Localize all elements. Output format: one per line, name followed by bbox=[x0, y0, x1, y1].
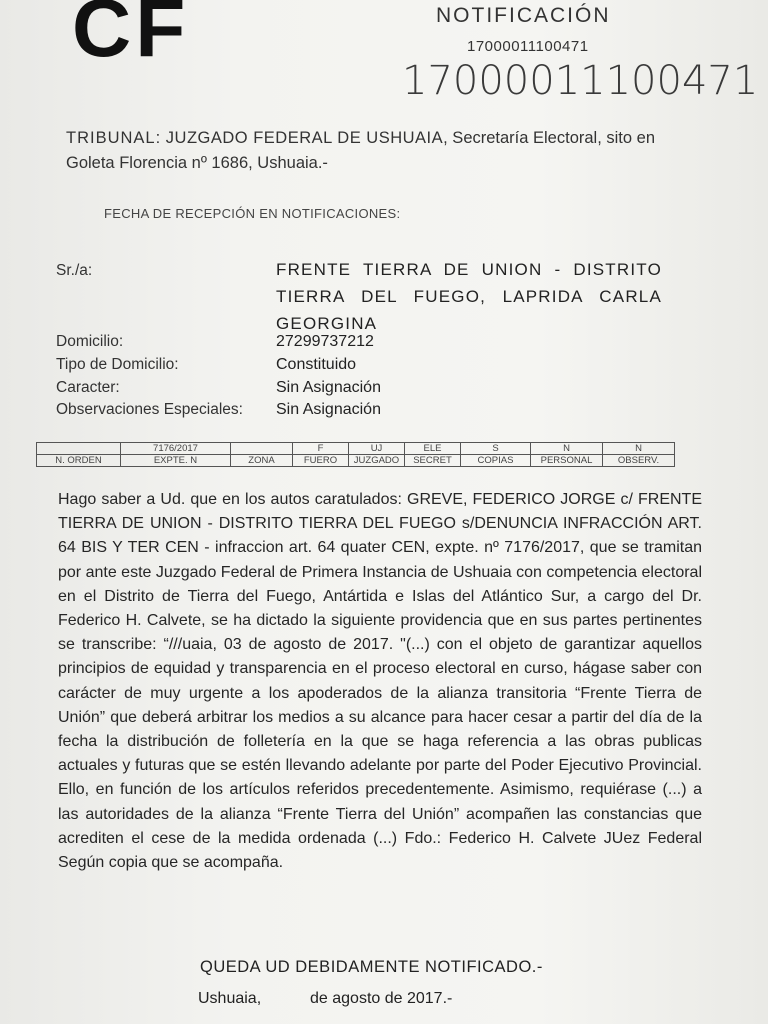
domicilio-value: 27299737212 bbox=[276, 333, 374, 350]
domicilio-label: Domicilio: bbox=[56, 333, 124, 350]
notification-number-large: 17000011100471 bbox=[402, 58, 759, 104]
cell-orden-value bbox=[37, 443, 121, 455]
notification-number-small: 17000011100471 bbox=[467, 38, 589, 55]
caracter-value: Sin Asignación bbox=[276, 379, 381, 396]
cell-zona-value bbox=[231, 443, 293, 455]
cell-personal-header: PERSONAL bbox=[531, 455, 603, 467]
cell-zona-header: ZONA bbox=[231, 455, 293, 467]
cell-copias-value: S bbox=[461, 443, 531, 455]
table-headers-row bbox=[37, 455, 675, 467]
cell-personal-value: N bbox=[531, 443, 603, 455]
tipo-domicilio-value: Constituido bbox=[276, 356, 357, 373]
observaciones-value: Sin Asignación bbox=[276, 401, 381, 418]
cell-juzgado-header: JUZGADO bbox=[349, 455, 405, 467]
cell-expte-value: 7176/2017 bbox=[121, 443, 231, 455]
caracter-label: Caracter: bbox=[56, 379, 120, 396]
notification-body: Hago saber a Ud. que en los autos caratulados: GREVE, FEDERICO JORGE c/ FRENTE TIERRA DE UNION - DISTRITO TIERRA DEL FUEGO s/DENUNCIA INFRACCIÓN ART. 64 BIS Y TER CEN - infraccion art. 64 quater CEN, expte. nº 7176/2017, que se tramitan por ante este Juzgado Federal de Primera Instancia de Ushuaia con competencia electoral en el Distrito de Tierra del Fuego, Antártida e Islas del Atlántico Sur, a cargo del Dr. Federico H. Calvete, se ha dictado la siguiente providencia que en sus partes pertinentes se transcribe: “///uaia, 03 de agosto de 2017. "(...) con el objeto de garantizar aquellos principios de equidad y transparencia en el proceso electoral en curso, hágase saber con carácter de muy urgente a los apoderados de la alianza transitoria “Frente Tierra de Unión” que deberá arbitrar los medios a su alcance para hacer cesar a partir del día de la fecha la distribución de folletería en la que se haga referencia a las obras publicas actuales y futuras que se estén llevando adelante por parte del Poder Ejecutivo Provincial. Ello, en función de los artículos referidos precedentemente. Asimismo, requiérase (...) a las autoridades de la alianza “Frente Tierra del Unión” acompañen las constancias que acrediten el cese de la medida ordenada (...) Fdo.: Federico H. Calvete JUez Federal Según copia que se acompaña. bbox=[58, 491, 702, 872]
cell-fuero-header: FUERO bbox=[293, 455, 349, 467]
cell-observ-header: OBSERV. bbox=[603, 455, 675, 467]
tipo-domicilio-label: Tipo de Domicilio: bbox=[56, 356, 179, 373]
document-title: NOTIFICACIÓN bbox=[436, 4, 611, 27]
reception-date-label: FECHA DE RECEPCIÓN EN NOTIFICACIONES: bbox=[104, 206, 401, 221]
tribunal-label: TRIBUNAL: bbox=[66, 129, 162, 147]
tribunal-address: , Secretaría Electoral, sito en Goleta Florencia nº 1686, Ushuaia.- bbox=[66, 129, 655, 172]
addressee-label: Sr./a: bbox=[56, 262, 93, 279]
cell-secret-value: ELE bbox=[405, 443, 461, 455]
observaciones-label: Observaciones Especiales: bbox=[56, 401, 243, 418]
closing-statement: QUEDA UD DEBIDAMENTE NOTIFICADO.- bbox=[200, 958, 543, 976]
cell-observ-value: N bbox=[603, 443, 675, 455]
cell-fuero-value: F bbox=[293, 443, 349, 455]
signature-city: Ushuaia, bbox=[198, 990, 262, 1007]
addressee-value: FRENTE TIERRA DE UNION - DISTRITO TIERRA DEL FUEGO, LAPRIDA CARLA GEORGINA bbox=[276, 260, 662, 333]
tribunal-line bbox=[66, 126, 706, 176]
cell-expte-header: EXPTE. N bbox=[121, 455, 231, 467]
cell-secret-header: SECRET bbox=[405, 455, 461, 467]
cell-copias-header: COPIAS bbox=[461, 455, 531, 467]
tribunal-court: JUZGADO FEDERAL DE USHUAIA bbox=[165, 129, 444, 147]
case-data-table bbox=[36, 442, 675, 467]
cf-stamp: CF bbox=[72, 0, 190, 74]
signature-date: de agosto de 2017.- bbox=[310, 990, 453, 1007]
cell-orden-header: N. ORDEN bbox=[37, 455, 121, 467]
cell-juzgado-value: UJ bbox=[349, 443, 405, 455]
table-values-row bbox=[37, 443, 675, 455]
